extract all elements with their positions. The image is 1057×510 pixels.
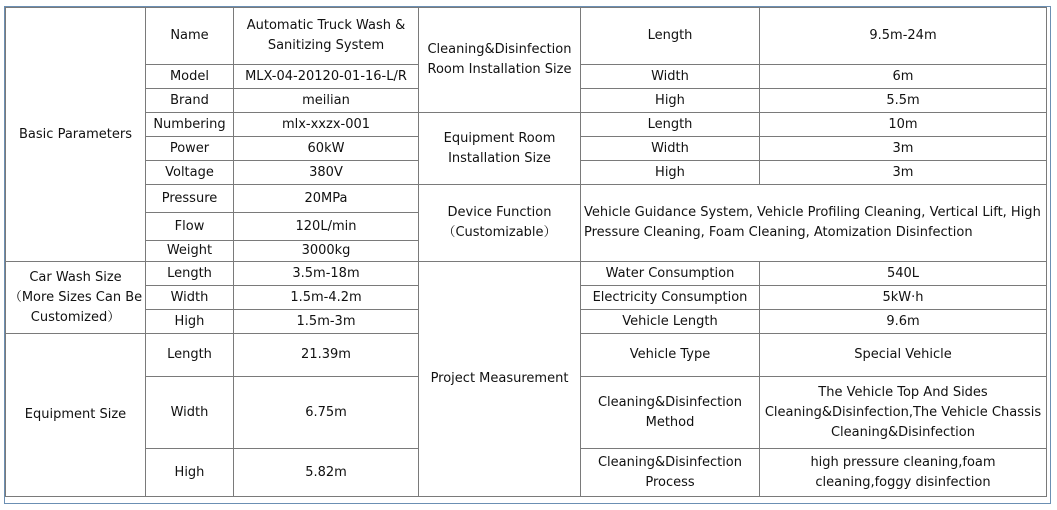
equipment-size-label-width: Width xyxy=(146,377,234,449)
basic-value-voltage: 380V xyxy=(234,161,419,185)
basic-label-brand: Brand xyxy=(146,89,234,113)
section-basic-parameters: Basic Parameters xyxy=(6,8,146,262)
section-cleaning-room-size: Cleaning&Disinfection Room Installation Size xyxy=(419,8,581,113)
cleaning-room-label-length: Length xyxy=(581,8,760,65)
project-label-vehicle-length: Vehicle Length xyxy=(581,310,760,334)
project-value-process: high pressure cleaning,foam cleaning,foggy disinfection xyxy=(760,449,1047,497)
section-car-wash-size: Car Wash Size（More Sizes Can Be Customized） xyxy=(6,262,146,334)
car-wash-value-width: 1.5m-4.2m xyxy=(234,286,419,310)
table-row xyxy=(6,262,1047,286)
car-wash-label-width: Width xyxy=(146,286,234,310)
specification-table xyxy=(5,7,1047,497)
equipment-size-value-high: 5.82m xyxy=(234,449,419,497)
cleaning-room-value-high: 5.5m xyxy=(760,89,1047,113)
basic-value-weight: 3000kg xyxy=(234,241,419,262)
table-row xyxy=(6,185,1047,213)
equipment-size-value-length: 21.39m xyxy=(234,334,419,377)
basic-label-pressure: Pressure xyxy=(146,185,234,213)
basic-value-model: MLX-04-20120-01-16-L/R xyxy=(234,65,419,89)
project-label-water: Water Consumption xyxy=(581,262,760,286)
project-label-electricity: Electricity Consumption xyxy=(581,286,760,310)
cleaning-room-value-width: 6m xyxy=(760,65,1047,89)
project-value-vehicle-length: 9.6m xyxy=(760,310,1047,334)
equipment-size-value-width: 6.75m xyxy=(234,377,419,449)
equipment-room-value-high: 3m xyxy=(760,161,1047,185)
basic-label-flow: Flow xyxy=(146,213,234,241)
table-row xyxy=(6,113,1047,137)
basic-label-voltage: Voltage xyxy=(146,161,234,185)
basic-value-name: Automatic Truck Wash & Sanitizing System xyxy=(234,8,419,65)
cleaning-room-value-length: 9.5m-24m xyxy=(760,8,1047,65)
device-function-value: Vehicle Guidance System, Vehicle Profiling Cleaning, Vertical Lift, High Pressure Cleaning, Foam Cleaning, Atomization Disinfection xyxy=(581,185,1047,262)
project-value-electricity: 5kW·h xyxy=(760,286,1047,310)
basic-value-numbering: mlx-xxzx-001 xyxy=(234,113,419,137)
project-label-vehicle-type: Vehicle Type xyxy=(581,334,760,377)
basic-label-numbering: Numbering xyxy=(146,113,234,137)
cleaning-room-label-high: High xyxy=(581,89,760,113)
basic-value-pressure: 20MPa xyxy=(234,185,419,213)
equipment-room-value-length: 10m xyxy=(760,113,1047,137)
project-label-process: Cleaning&Disinfection Process xyxy=(581,449,760,497)
car-wash-value-high: 1.5m-3m xyxy=(234,310,419,334)
basic-label-weight: Weight xyxy=(146,241,234,262)
car-wash-value-length: 3.5m-18m xyxy=(234,262,419,286)
project-value-method: The Vehicle Top And Sides Cleaning&Disinfection,The Vehicle Chassis Cleaning&Disinfection xyxy=(760,377,1047,449)
project-label-method: Cleaning&Disinfection Method xyxy=(581,377,760,449)
equipment-size-label-high: High xyxy=(146,449,234,497)
section-project-measurement: Project Measurement xyxy=(419,262,581,497)
cleaning-room-label-width: Width xyxy=(581,65,760,89)
section-device-function: Device Function（Customizable） xyxy=(419,185,581,262)
basic-label-name: Name xyxy=(146,8,234,65)
table-row xyxy=(6,8,1047,65)
basic-value-brand: meilian xyxy=(234,89,419,113)
equipment-room-label-width: Width xyxy=(581,137,760,161)
project-value-vehicle-type: Special Vehicle xyxy=(760,334,1047,377)
section-equipment-room-size: Equipment Room Installation Size xyxy=(419,113,581,185)
equipment-room-value-width: 3m xyxy=(760,137,1047,161)
basic-label-model: Model xyxy=(146,65,234,89)
equipment-room-label-high: High xyxy=(581,161,760,185)
basic-value-flow: 120L/min xyxy=(234,213,419,241)
car-wash-label-length: Length xyxy=(146,262,234,286)
section-equipment-size: Equipment Size xyxy=(6,334,146,497)
car-wash-label-high: High xyxy=(146,310,234,334)
equipment-size-label-length: Length xyxy=(146,334,234,377)
project-value-water: 540L xyxy=(760,262,1047,286)
basic-value-power: 60kW xyxy=(234,137,419,161)
basic-label-power: Power xyxy=(146,137,234,161)
equipment-room-label-length: Length xyxy=(581,113,760,137)
